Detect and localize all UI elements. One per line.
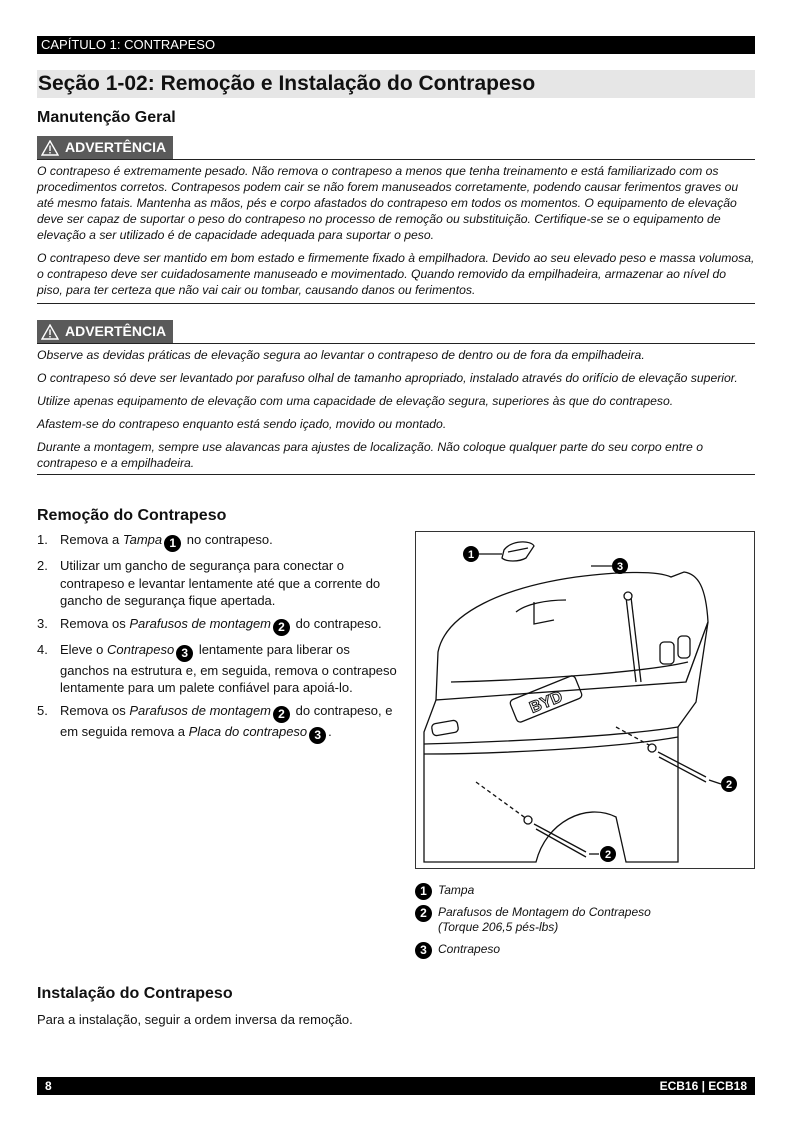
warning-paragraph: Utilize apenas equipamento de elevação com uma capacidade de elevação segura, superiores às que do contrapeso. <box>37 394 674 408</box>
list-item: 1. Remova a Tampa 1 no contrapeso. <box>37 532 273 550</box>
callout-badge: 2 <box>273 619 290 636</box>
svg-text:2: 2 <box>604 849 612 861</box>
warning-paragraph: Observe as devidas práticas de elevação segura ao levantar o contrapeso de dentro ou de fora da empilhadeira. <box>37 348 645 362</box>
warning-label: ADVERTÊNCIA <box>37 320 173 343</box>
list-item: 3. Remova os Parafusos de montagem 2 do contrapeso. <box>37 615 382 634</box>
model-label: ECB16 | ECB18 <box>659 1079 747 1093</box>
counterweight-illustration <box>416 532 754 868</box>
section-title: Seção 1-02: Remoção e Instalação do Contrapeso <box>37 70 755 98</box>
svg-text:1: 1 <box>467 549 475 561</box>
callout-badge: 3 <box>176 645 193 662</box>
warning-label: ADVERTÊNCIA <box>37 136 173 159</box>
figure-callout <box>721 776 737 792</box>
warning-block-2 <box>37 320 755 475</box>
legend-item: 3 Contrapeso <box>415 942 755 957</box>
installation-text: Para a instalação, seguir a ordem inversa da remoção. <box>37 1012 353 1027</box>
warning-block-1 <box>37 136 755 304</box>
legend-item: 2 Parafusos de Montagem do Contrapeso (Torque 206,5 pés-lbs) <box>415 905 755 935</box>
byd-logo: BYD <box>527 688 566 717</box>
maintenance-heading: Manutenção Geral <box>37 109 176 126</box>
warning-triangle-icon <box>41 324 59 340</box>
removal-steps <box>37 531 397 749</box>
list-item: 2. Utilizar um gancho de segurança para conectar o contrapeso e levantar lentamente até que a corrente do gancho de segurança fique apertada. <box>37 558 381 608</box>
svg-text:3: 3 <box>616 561 624 573</box>
cap-shape <box>502 542 534 561</box>
installation-heading: Instalação do Contrapeso <box>37 985 233 1002</box>
warning-paragraph: Durante a montagem, sempre use alavancas para ajustes de localização. Não coloque qualquer parte do seu corpo entre o contrapeso e a empilhadeira. <box>37 440 703 470</box>
removal-heading: Remoção do Contrapeso <box>37 507 227 524</box>
legend-item: 1 Tampa <box>415 883 755 898</box>
warning-paragraph: Afastem-se do contrapeso enquanto está sendo içado, movido ou montado. <box>37 417 447 431</box>
counterweight-figure <box>415 531 755 869</box>
warning-paragraph: O contrapeso é extremamente pesado. Não remova o contrapeso a menos que tenha treinamento e está familiarizado com os procedimentos corretos. Contrapesos podem cair se não forem manuseados corretamente, podendo causar ferimentos graves ou até mesmo fatais. Mantenha as mãos, pés e corpo afastados do contrapeso em todos os momentos. O equipamento de elevação deve ser capaz de suportar o peso do contrapeso no processo de remoção ou substituição. Certifique-se se o equipamento de elevação a ser utilizado é de capacidade adequada para suportar o peso. <box>37 164 739 242</box>
callout-badge: 3 <box>309 727 326 744</box>
svg-text:2: 2 <box>725 779 733 791</box>
figure-callout <box>463 546 479 562</box>
warning-paragraph: O contrapeso deve ser mantido em bom estado e firmemente fixado à empilhadora. Devido ao seu elevado peso e massa volumosa, o contrapeso deve ser cuidadosamente manuseado e movimentado. Quando removido da empilhadeira, armazenar ao nível do piso, para ter certeza que não vai cair ou tombar, causando danos ou ferimentos. <box>37 251 755 297</box>
page-number: 8 <box>45 1079 52 1093</box>
callout-badge: 1 <box>164 535 181 552</box>
warning-triangle-icon <box>41 140 59 156</box>
warning-paragraph: O contrapeso só deve ser levantado por parafuso olhal de tamanho apropriado, instalado através do orifício de elevação superior. <box>37 371 738 385</box>
callout-badge: 2 <box>273 706 290 723</box>
figure-callout <box>600 846 616 862</box>
list-item: 4. Eleve o Contrapeso 3 lentamente para liberar os ganchos na estrutura e, em seguida, remova o contrapeso lentamente para um palete confiável para apoiá-lo. <box>37 641 397 695</box>
figure-legend <box>415 883 755 964</box>
figure-callout <box>612 558 628 574</box>
page-footer <box>37 1077 755 1095</box>
chapter-header: CAPÍTULO 1: CONTRAPESO <box>37 36 755 54</box>
list-item: 5. Remova os Parafusos de montagem 2 do contrapeso, e em seguida remova a Placa do contrapeso 3 . <box>37 702 393 742</box>
